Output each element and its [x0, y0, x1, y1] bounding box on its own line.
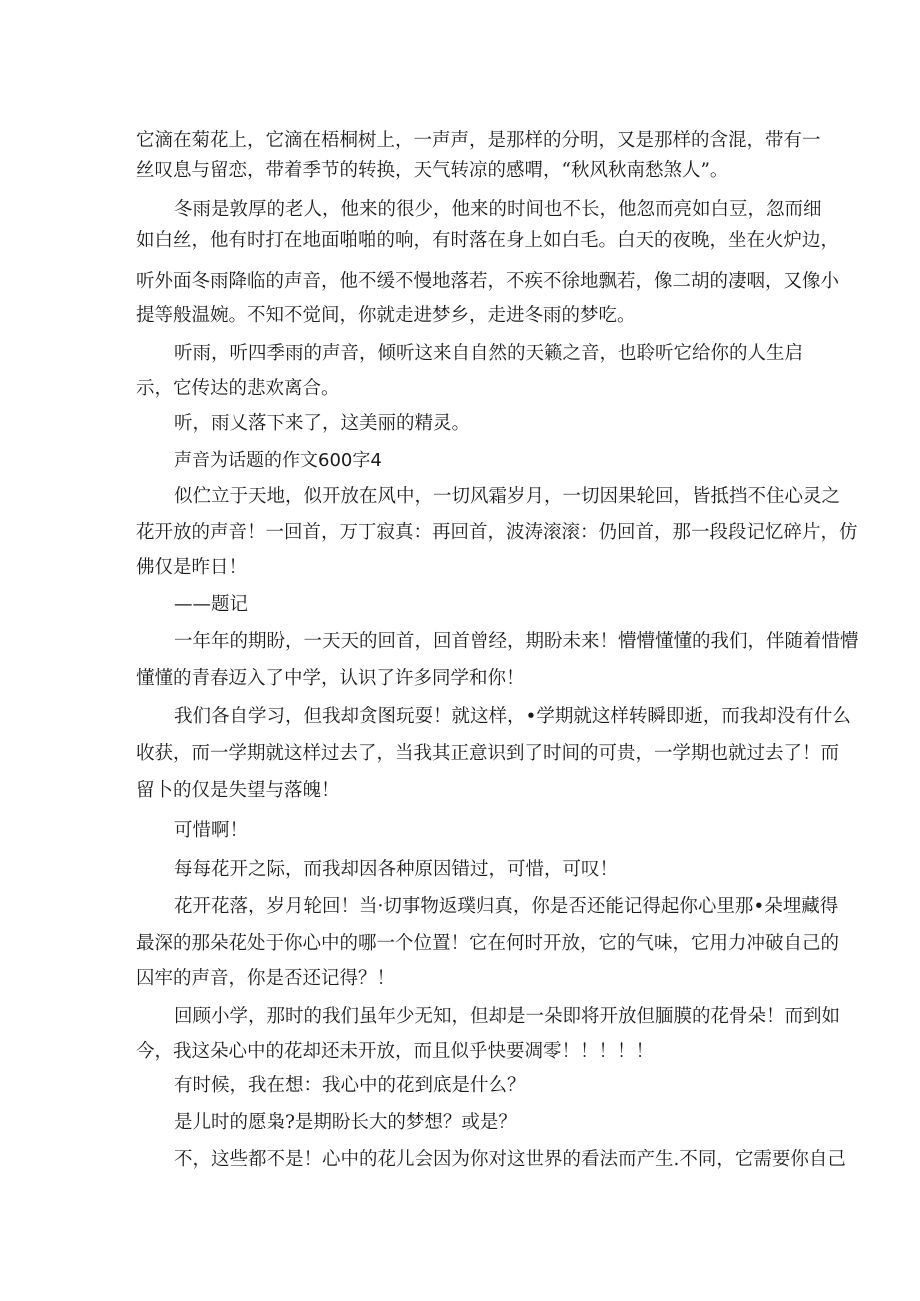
text-line: 囚牢的声音，你是否还记得？！	[136, 968, 396, 989]
text-line: 如白丝，他有时打在地面啪啪的响，有时落在身上如白毛。白天的夜晚，坐在火炉边，	[136, 230, 840, 251]
text-line: 听雨，听四季雨的声音，倾听这来自自然的天籁之音，也聆听它给你的人生启	[174, 343, 804, 364]
text-line: 我们各自学习，但我却贪图玩耍！就这样，•学期就这样转瞬即逝，而我却没有什么	[174, 706, 851, 727]
text-line: 每每花开之际，而我却因各种原因错过，可惜，可叹！	[174, 859, 619, 880]
text-line: 花开花落，岁月轮回！当·切事物返璞归真，你是否还能记得起你心里那•朵埋藏得	[174, 896, 839, 917]
text-line: 最深的那朵花处于你心中的哪一个位置！它在何时开放，它的气味，它用力冲破自己的	[136, 933, 840, 954]
text-line: 一年年的期盼，一天天的回首，回首曾经，期盼未来！懵懵懂懂的我们，伴随着惜懵	[174, 631, 859, 652]
epigraph-attribution: ——题记	[174, 594, 249, 615]
text-line: 听外面冬雨降临的声音，他不缓不慢地落若，不疾不徐地飘若，像二胡的凄咽，又像小	[136, 271, 840, 292]
text-line: 可惜啊！	[174, 820, 249, 841]
text-line: 佛仅是昨日！	[136, 557, 248, 578]
text-line: 回顾小学，那时的我们虽年少无知，但却是一朵即将开放但腼膜的花骨朵！而到如	[174, 1006, 841, 1027]
text-line: 提等般温婉。不知不觉间，你就走进梦乡，走进冬雨的梦吃。	[136, 305, 636, 326]
text-line: 是儿时的愿枭?是期盼长大的梦想？或是？	[174, 1112, 517, 1133]
text-line: 收获，而一学期就这样过去了，当我其正意识到了时间的可贵，一学期也就过去了！而	[136, 743, 840, 764]
text-line: 有时候，我在想：我心中的花到底是什么？	[174, 1075, 526, 1096]
text-line: 丝叹息与留恋，带着季节的转换，天气转凉的感喟，“秋风秋南愁煞人”。	[136, 160, 729, 181]
text-line: 留卜的仅是失望与落魄！	[136, 780, 340, 801]
text-line: 今，我这朵心中的花却还未开放，而且似乎快要凋零！！！！！	[136, 1041, 655, 1062]
text-line: 不，这些都不是！心中的花儿会因为你对这世界的看法而产生.不同，它需要你自己	[174, 1149, 846, 1170]
section-heading: 声音为话题的作文600字4	[174, 450, 382, 471]
text-line: 花开放的声音！一回首，万丁寂真：再回首，波涛滚滚：仍回首，那一段段记忆碎片，仿	[136, 522, 858, 543]
text-line: 冬雨是敦厚的老人，他来的很少，他来的时间也不长，他忽而亮如白豆，忽而细	[174, 199, 822, 220]
text-line: 听，雨乂落下来了，这美丽的精灵。	[174, 413, 471, 434]
text-line: 似伫立于天地，似开放在风中，一切风霜岁月，一切因果轮回，皆抵挡不住心灵之	[174, 486, 841, 507]
text-line: 懂懂的青春迈入了中学，认识了许多同学和你！	[136, 668, 525, 689]
text-line: 它滴在菊花上，它滴在梧桐树上，一声声，是那样的分明，又是那样的含混，带有一	[136, 130, 821, 151]
text-line: 示，它传达的悲欢离合。	[136, 378, 340, 399]
